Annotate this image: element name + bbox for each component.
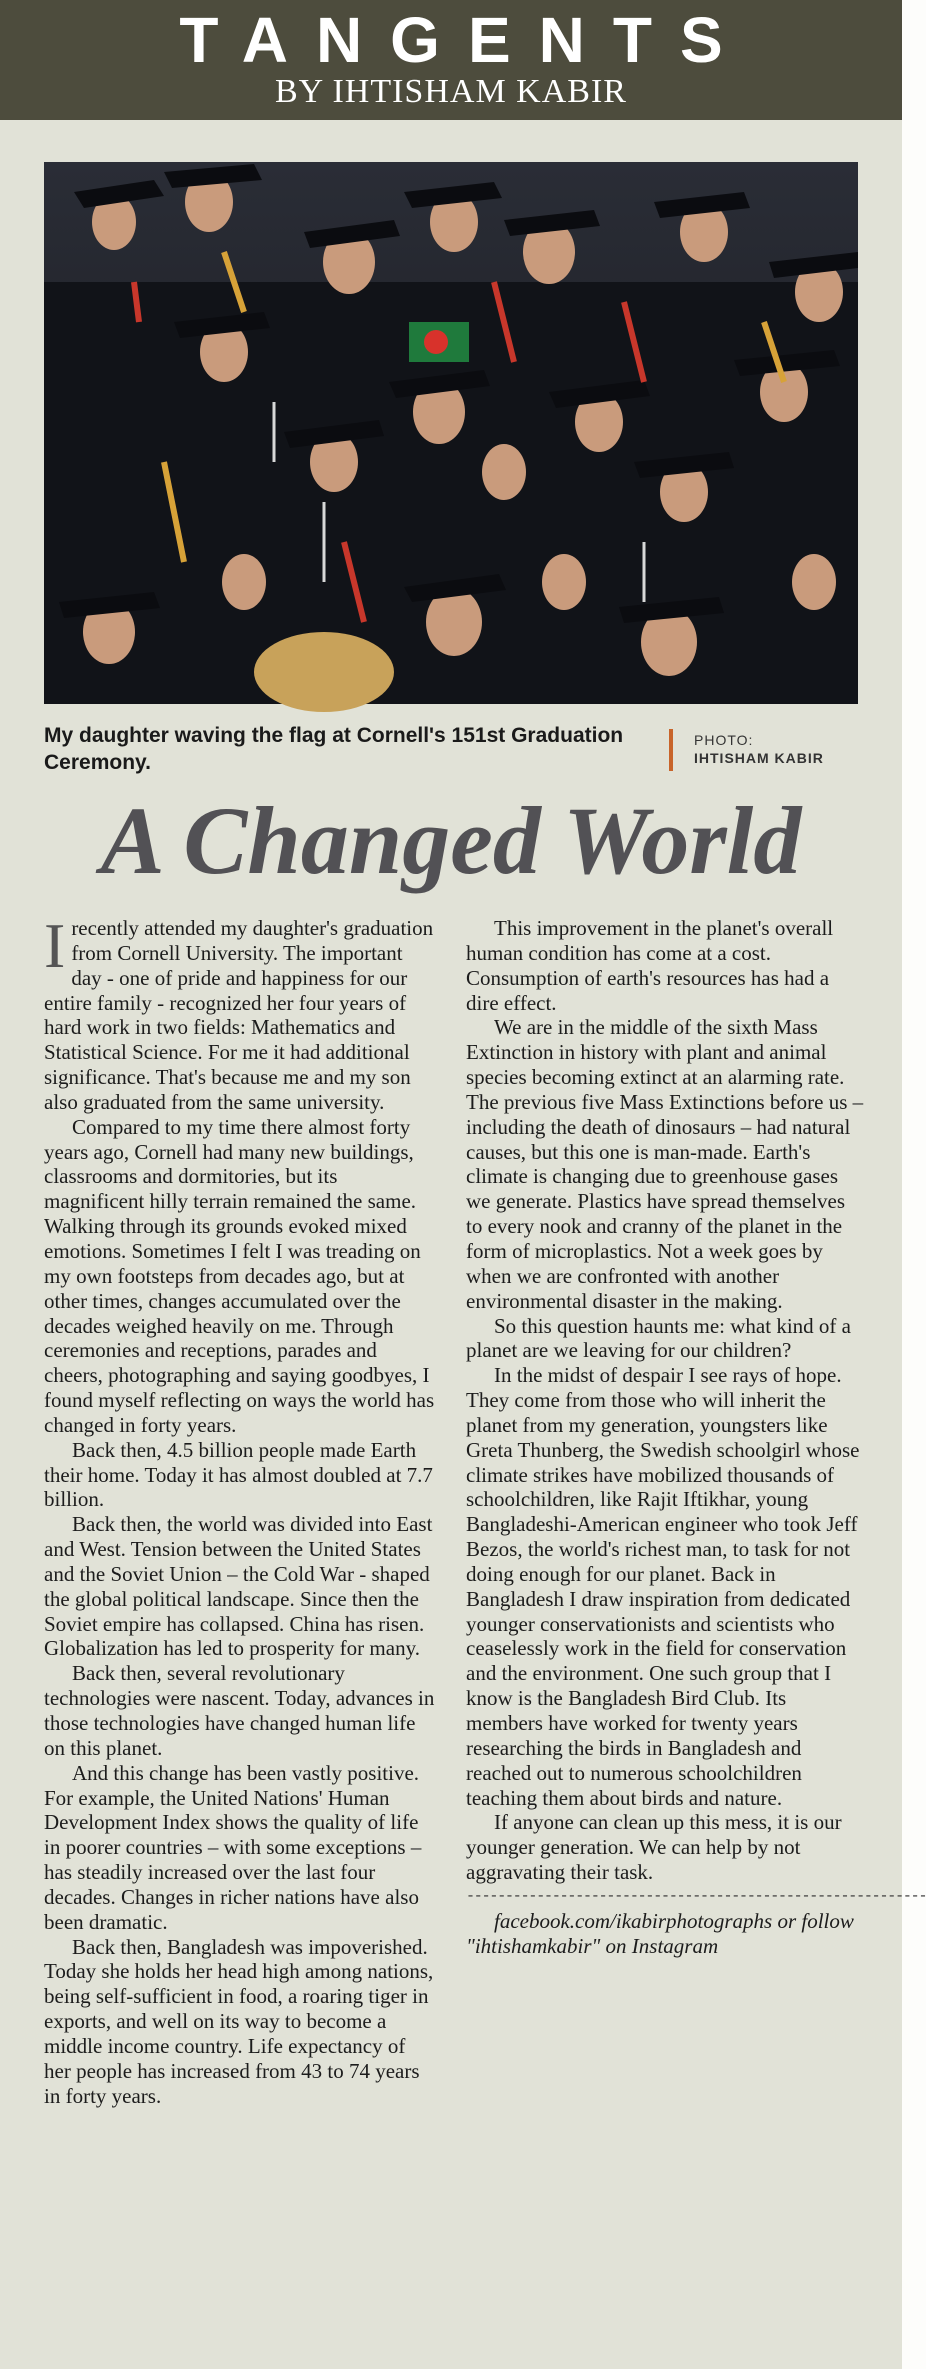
paragraph: So this question haunts me: what kind of a planet are we leaving for our children? [466,1313,851,1363]
byline: BY IHTISHAM KABIR [275,73,627,110]
paragraph: Back then, the world was divided into East and West. Tension between the United States and the Soviet Union – the Cold War - shaped the global political landscape. Since then the Soviet empire has collapsed. China has risen. Globalization has led to prosperity for many. [44,1512,433,1661]
paragraph: Irecently attended my daughter's graduation from Cornell University. The important day - one of pride and happiness for our entire family - recognized her four years of hard work in two fields: Mathematics and Statistical Science. For me it had additional significance. That's because me and my son also graduated from the same university. [44,910,434,1114]
article-column-right [466,916,926,1959]
masthead [0,0,902,120]
social-footer: facebook.com/ikabirphotographs or follow "ihtishamkabir" on Instagram [466,1908,854,1958]
credit-name: IHTISHAM KABIR [694,750,824,766]
paragraph: Back then, several revolutionary technologies were nascent. Today, advances in those technologies have changed human life on this planet. [44,1661,435,1760]
drop-cap: I [44,910,66,981]
crowd-illustration [44,162,858,704]
article-column-left [44,910,436,2109]
photo-credit [694,731,824,767]
photo-caption: My daughter waving the flag at Cornell's 151st Graduation Ceremony. [44,724,624,774]
paragraph: If anyone can clean up this mess, it is our younger generation. We can help by not aggravating their task. [466,1810,842,1885]
graduation-photo [44,162,858,704]
paragraph: Back then, Bangladesh was impoverished. Today she holds her head high among nations, being self-sufficient in food, a roaring tiger in exports, and well on its way to become a middle income country. Life expectancy of her people has increased from 43 to 74 years in forty years. [44,1934,434,2108]
paragraph: We are in the middle of the sixth Mass Extinction in history with plant and animal species becoming extinct at an alarming rate. The previous five Mass Extinctions before us – including the death of dinosaurs – had natural causes, but this one is man-made. Earth's climate is changing due to greenhouse gases we generate. Plastics have spread themselves to every nook and cranny of the planet in the form of microplastics. Not a week goes by when we are confronted with another environmental disaster in the making. [466,1015,864,1313]
paragraph: Compared to my time there almost forty years ago, Cornell had many new buildings, classrooms and dormitories, but its magnificent hilly terrain remained the same. Walking through its grounds evoked mixed emotions. Sometimes I felt I was treading on my own footsteps from decades ago, but at other times, changes accumulated over the decades weighed heavily on me. Through ceremonies and receptions, parades and cheers, photographing and saying goodbyes, I found myself reflecting on ways the world has changed in forty years. [44,1114,435,1437]
headline: A Changed World [100,787,802,894]
footer-divider: ----------------------------------------------------------- [466,1887,926,1905]
paragraph: This improvement in the planet's overall human condition has come at a cost. Consumption of earth's resources has had a dire effect. [466,916,834,1015]
credit-divider [669,729,673,771]
paragraph: Back then, 4.5 billion people made Earth their home. Today it has almost doubled at 7.7 billion. [44,1437,433,1512]
column-title: TANGENTS [179,4,751,76]
credit-label: PHOTO: [694,732,754,748]
paragraph: And this change has been vastly positive. For example, the United Nations' Human Development Index shows the quality of life in poorer countries – with some exceptions – has steadily increased over the last four decades. Changes in richer nations have also been dramatic. [44,1760,422,1934]
paragraph: In the midst of despair I see rays of hope. They come from those who will inherit the planet from my generation, youngsters like Greta Thunberg, the Swedish schoolgirl whose climate strikes have mobilized thousands of schoolchildren, like Rajit Iftikhar, young Bangladeshi-American engineer who took Jeff Bezos, the world's richest man, to task for not doing enough for our planet. Back in Bangladesh I draw inspiration from dedicated younger conservationists and scientists who ceaselessly work in the field for conservation and the environment. One such group that I know is the Bangladesh Bird Club. Its members have worked for twenty years researching the birds in Bangladesh and reached out to numerous schoolchildren teaching them about birds and nature. [466,1363,860,1810]
